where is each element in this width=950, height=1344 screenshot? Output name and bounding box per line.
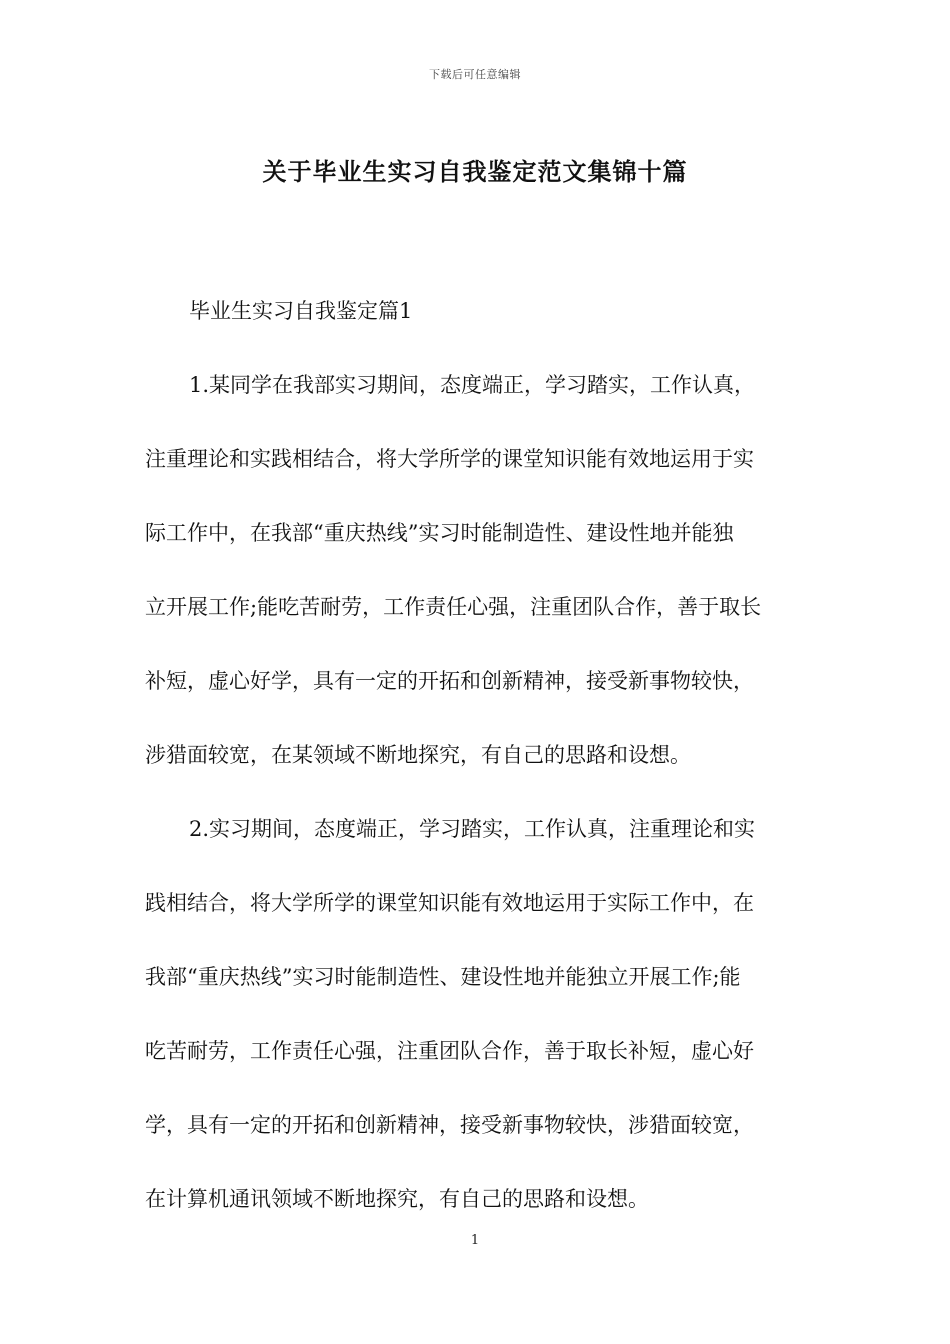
paragraph-line: 在计算机通讯领域不断地探究，有自己的思路和设想。: [145, 1187, 649, 1211]
paragraph-2: [145, 792, 807, 1236]
paragraph-line: 吃苦耐劳，工作责任心强，注重团队合作，善于取长补短，虚心好: [145, 1039, 754, 1063]
paragraph-line: 立开展工作;能吃苦耐劳，工作责任心强，注重团队合作，善于取长: [145, 595, 762, 619]
paragraph-line: 际工作中，在我部“重庆热线”实习时能制造性、建设性地并能独: [145, 521, 734, 545]
paragraph-line: 注重理论和实践相结合，将大学所学的课堂知识能有效地运用于实: [145, 447, 754, 471]
paragraph-1: [145, 348, 807, 792]
paragraph-line: 涉猎面较宽，在某领域不断地探究，有自己的思路和设想。: [145, 743, 691, 767]
paragraph-line: 践相结合，将大学所学的课堂知识能有效地运用于实际工作中，在: [145, 891, 754, 915]
paragraph-line: 学，具有一定的开拓和创新精神，接受新事物较快，涉猎面较宽，: [145, 1113, 754, 1137]
paragraph-line: 我部“重庆热线”实习时能制造性、建设性地并能独立开展工作;能: [145, 965, 741, 989]
document-title: 关于毕业生实习自我鉴定范文集锦十篇: [262, 158, 688, 186]
section-heading: 毕业生实习自我鉴定篇1: [189, 299, 413, 323]
paragraph-line: 补短，虚心好学，具有一定的开拓和创新精神，接受新事物较快，: [145, 669, 754, 693]
header-note: 下载后可任意编辑: [429, 68, 521, 81]
page-number: 1: [470, 1233, 480, 1248]
document-body: [145, 274, 807, 1236]
paragraph-line: 1.某同学在我部实习期间，态度端正，学习踏实，工作认真，: [189, 373, 756, 397]
paragraph-line: 2.实习期间，态度端正，学习踏实，工作认真，注重理论和实: [189, 817, 756, 841]
